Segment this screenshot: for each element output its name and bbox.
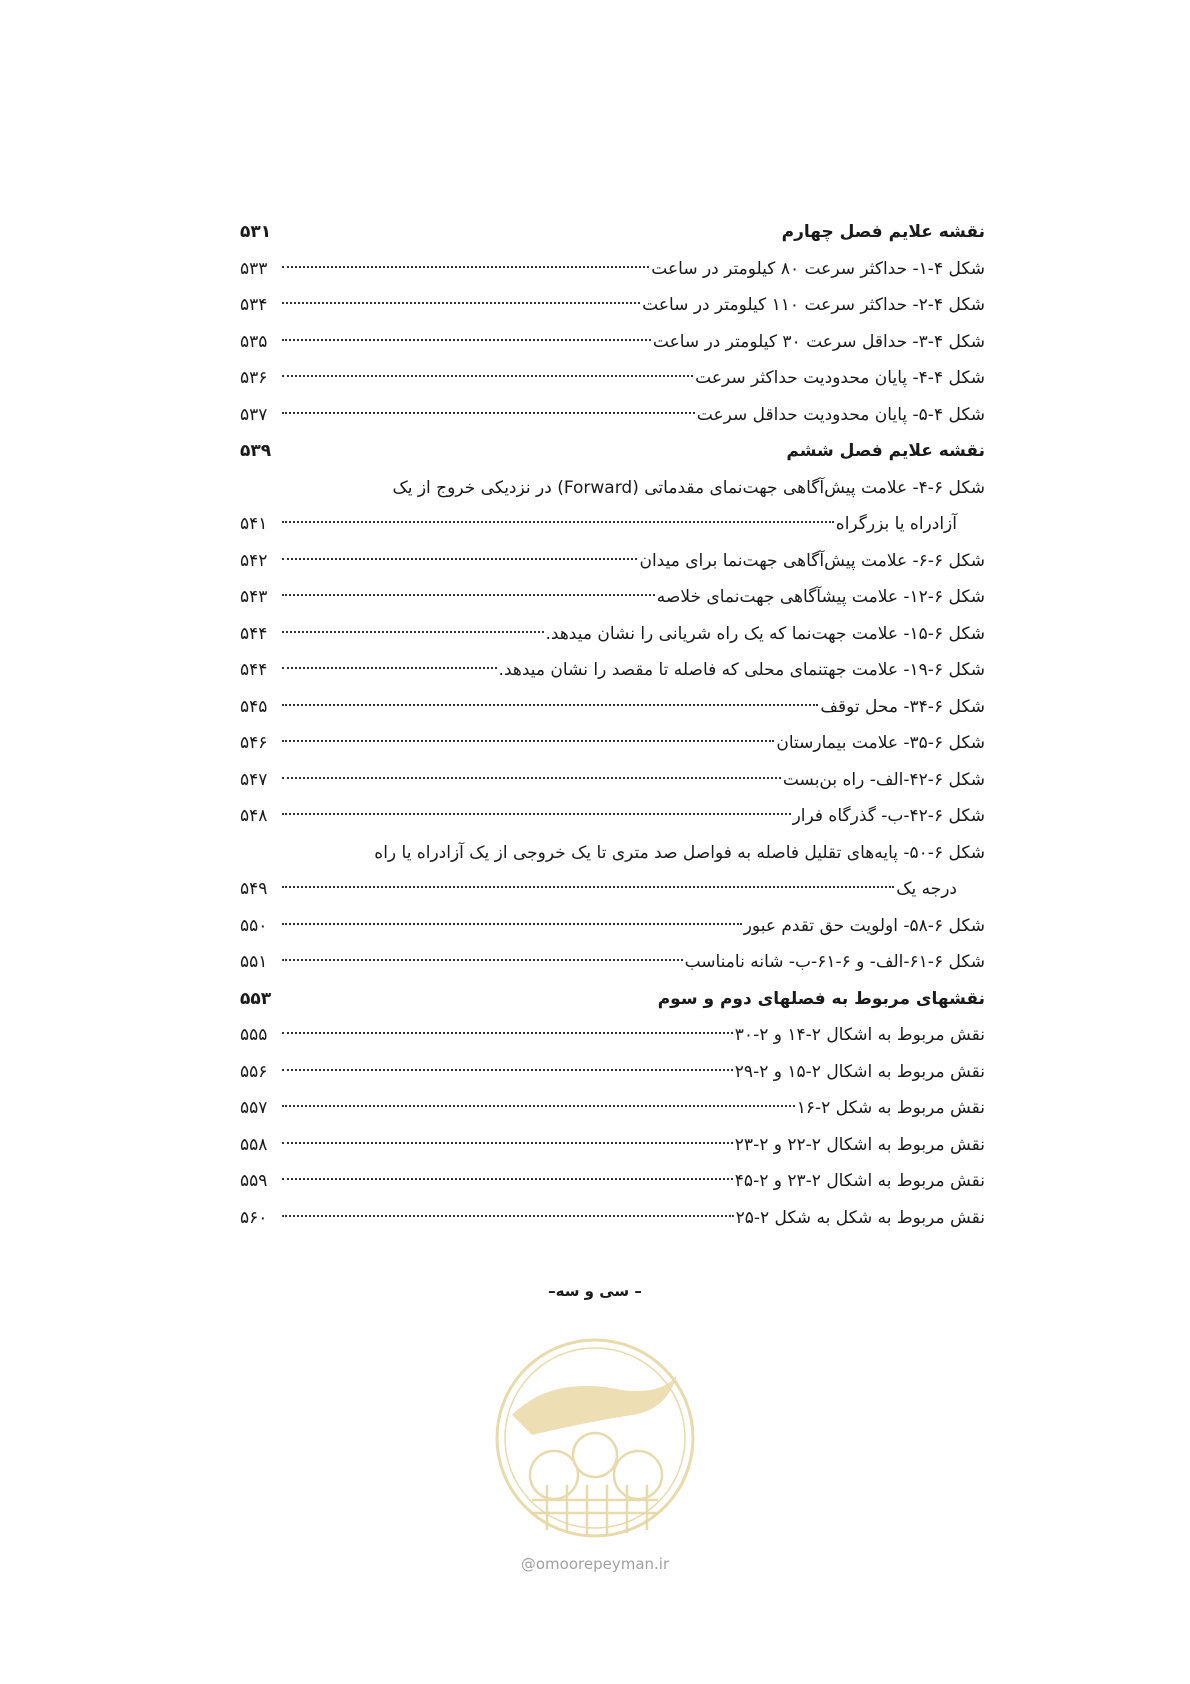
dot-leader xyxy=(282,1032,733,1034)
toc-entry-page: ۵۵۸ xyxy=(240,1134,268,1155)
toc-entry-page: ۵۴۵ xyxy=(240,696,268,717)
dot-leader xyxy=(282,813,791,815)
section-heading-title: نقشه علایم فصل چهارم xyxy=(781,222,985,242)
toc-entry-title: شکل ۶-۶- علامت پیش‌آگاهی جهت‌نما برای میدان xyxy=(639,550,985,571)
toc-entry[interactable] xyxy=(240,725,985,762)
toc-entry[interactable] xyxy=(240,944,985,981)
toc-entry-title: نقش مربوط به اشکال ۲-۲۲ و ۲-۲۳ xyxy=(734,1134,985,1155)
toc-entry-title: شکل ۶-۴- علامت پیش‌آگاهی جهت‌نمای مقدماتی (Forward) در نزدیکی خروج از یک xyxy=(392,477,985,498)
toc-section xyxy=(240,433,985,981)
toc-entry-title: شکل ۶-۱۵- علامت جهت‌نما که یک راه شریانی را نشان میدهد. xyxy=(545,623,985,644)
toc-entry-page: ۵۴۲ xyxy=(240,550,268,571)
toc-entry-title: شکل ۶-۱۹- علامت جهتنمای محلی که فاصله تا مقصد را نشان میدهد. xyxy=(498,660,985,680)
toc-entry-title: شکل ۴-۱- حداکثر سرعت ۸۰ کیلومتر در ساعت xyxy=(651,258,985,279)
toc-entry[interactable] xyxy=(240,579,985,616)
section-heading-title: نقشه علایم فصل ششم xyxy=(786,441,985,461)
toc-entry-title: نقش مربوط به اشکال ۲-۱۵ و ۲-۲۹ xyxy=(734,1061,985,1082)
toc-entry-page: ۵۳۵ xyxy=(240,331,268,352)
toc-entry-continuation: آزادراه یا بزرگراه xyxy=(835,514,957,534)
toc-entry-title: شکل ۶-۱۲- علامت پیشآگاهی جهت‌نمای خلاصه xyxy=(656,587,985,607)
toc-entry[interactable] xyxy=(240,908,985,945)
toc-entry[interactable] xyxy=(240,762,985,799)
section-heading xyxy=(240,433,985,470)
toc-section xyxy=(240,214,985,433)
watermark-seal-logo xyxy=(492,1335,698,1541)
toc-entry[interactable] xyxy=(240,1200,985,1237)
toc-entry-title: شکل ۴-۵- پایان محدودیت حداقل سرعت xyxy=(696,404,985,425)
toc-section xyxy=(240,981,985,1237)
watermark-website: @omoorepeyman.ir xyxy=(520,1555,670,1573)
toc-entry-title: شکل ۶-۴۲-الف- راه بن‌بست xyxy=(782,769,985,790)
toc-entry[interactable] xyxy=(240,1127,985,1164)
dot-leader xyxy=(282,1105,795,1107)
toc-entry-page: ۵۵۱ xyxy=(240,952,268,972)
toc-entry-line xyxy=(240,470,985,507)
section-heading xyxy=(240,981,985,1018)
toc-entry[interactable] xyxy=(240,1017,985,1054)
dot-leader xyxy=(282,631,544,633)
toc-entry-page: ۵۵۰ xyxy=(240,915,268,936)
toc-entry-title: شکل ۶-۶۱-الف- و ۶-۶۱-ب- شانه نامناسب xyxy=(684,952,985,972)
toc-entry-title: نقش مربوط به اشکال ۲-۱۴ و ۲-۳۰ xyxy=(734,1025,985,1045)
dot-leader xyxy=(282,777,781,779)
toc-entry[interactable] xyxy=(240,543,985,580)
dot-leader xyxy=(282,375,693,377)
dot-leader xyxy=(282,339,651,341)
toc-entry[interactable] xyxy=(240,360,985,397)
toc-entry[interactable] xyxy=(240,324,985,361)
dot-leader xyxy=(282,959,683,961)
dot-leader xyxy=(282,521,834,523)
dot-leader xyxy=(282,1215,734,1217)
toc-entry-page: ۵۴۱ xyxy=(240,514,268,534)
toc-entry-page: ۵۳۳ xyxy=(240,258,268,279)
dot-leader xyxy=(282,558,637,560)
dot-leader xyxy=(282,594,655,596)
toc-entry-title: نقش مربوط به شکل به شکل ۲-۲۵ xyxy=(735,1207,985,1228)
toc-entry-title: شکل ۴-۲- حداکثر سرعت ۱۱۰ کیلومتر در ساعت xyxy=(642,295,985,315)
toc-entry-title: شکل ۶-۳۵- علامت بیمارستان xyxy=(776,733,985,753)
section-heading-title: نقشهای مربوط به فصلهای دوم و سوم xyxy=(657,988,985,1009)
section-heading-page: ۵۳۱ xyxy=(240,222,272,242)
dot-leader xyxy=(282,1142,733,1144)
toc-entry-page: ۵۳۴ xyxy=(240,295,268,315)
toc-entry[interactable] xyxy=(240,1090,985,1127)
toc-entry-page: ۵۳۷ xyxy=(240,404,268,425)
dot-leader xyxy=(282,1069,733,1071)
toc-entry-page: ۵۶۰ xyxy=(240,1207,268,1228)
toc-entry[interactable] xyxy=(240,506,985,543)
dot-leader xyxy=(282,704,818,706)
toc-entry-title: شکل ۶-۴۲-ب- گذرگاه فرار xyxy=(792,806,985,826)
dot-leader xyxy=(282,1178,733,1180)
toc-entry-page: ۵۵۷ xyxy=(240,1098,268,1118)
toc-entry[interactable] xyxy=(240,287,985,324)
toc-entry[interactable] xyxy=(240,652,985,689)
toc-entry[interactable] xyxy=(240,616,985,653)
toc-entry-title: شکل ۴-۳- حداقل سرعت ۳۰ کیلومتر در ساعت xyxy=(652,331,985,352)
toc-entry-continuation: درجه یک xyxy=(896,879,957,899)
dot-leader xyxy=(282,886,894,888)
table-of-contents xyxy=(240,214,985,1236)
toc-entry-line xyxy=(240,835,985,872)
toc-entry-title: شکل ۶-۵۰- پایه‌های تقلیل فاصله به فواصل صد متری تا یک خروجی از یک آزادراه یا راه xyxy=(374,842,985,863)
toc-entry[interactable] xyxy=(240,251,985,288)
toc-entry[interactable] xyxy=(240,871,985,908)
toc-entry-page: ۵۴۶ xyxy=(240,733,268,753)
toc-entry-page: ۵۵۶ xyxy=(240,1061,268,1082)
toc-entry-title: شکل ۶-۵۸- اولویت حق تقدم عبور xyxy=(743,915,985,936)
toc-entry-title: نقش مربوط به اشکال ۲-۲۳ و ۲-۴۵ xyxy=(734,1171,985,1191)
toc-entry-page: ۵۵۹ xyxy=(240,1171,268,1191)
toc-entry-page: ۵۴۷ xyxy=(240,769,268,790)
toc-entry[interactable] xyxy=(240,1054,985,1091)
toc-entry-page: ۵۳۶ xyxy=(240,368,268,388)
toc-entry-title: شکل ۶-۳۴- محل توقف xyxy=(820,696,985,717)
toc-entry[interactable] xyxy=(240,798,985,835)
toc-entry-page: ۵۴۸ xyxy=(240,806,268,826)
toc-entry[interactable] xyxy=(240,397,985,434)
dot-leader xyxy=(282,923,742,925)
toc-entry-page: ۵۴۳ xyxy=(240,587,268,607)
dot-leader xyxy=(282,667,497,669)
toc-entry[interactable] xyxy=(240,1163,985,1200)
dot-leader xyxy=(282,412,695,414)
toc-entry-page: ۵۴۴ xyxy=(240,623,268,644)
section-heading xyxy=(240,214,985,251)
toc-entry-title: شکل ۴-۴- پایان محدودیت حداکثر سرعت xyxy=(695,368,985,388)
dot-leader xyxy=(282,740,774,742)
dot-leader xyxy=(282,266,649,268)
section-heading-page: ۵۳۹ xyxy=(240,441,272,461)
toc-entry[interactable] xyxy=(240,689,985,726)
dot-leader xyxy=(282,302,640,304)
toc-entry-page: ۵۴۹ xyxy=(240,879,268,899)
toc-entry-title: نقش مربوط به شکل ۲-۱۶ xyxy=(796,1098,985,1118)
toc-entry-page: ۵۴۴ xyxy=(240,660,268,680)
toc-entry-page: ۵۵۵ xyxy=(240,1025,268,1045)
page-number-footer: – سی و سه– xyxy=(548,1282,642,1300)
section-heading-page: ۵۵۳ xyxy=(240,988,272,1009)
